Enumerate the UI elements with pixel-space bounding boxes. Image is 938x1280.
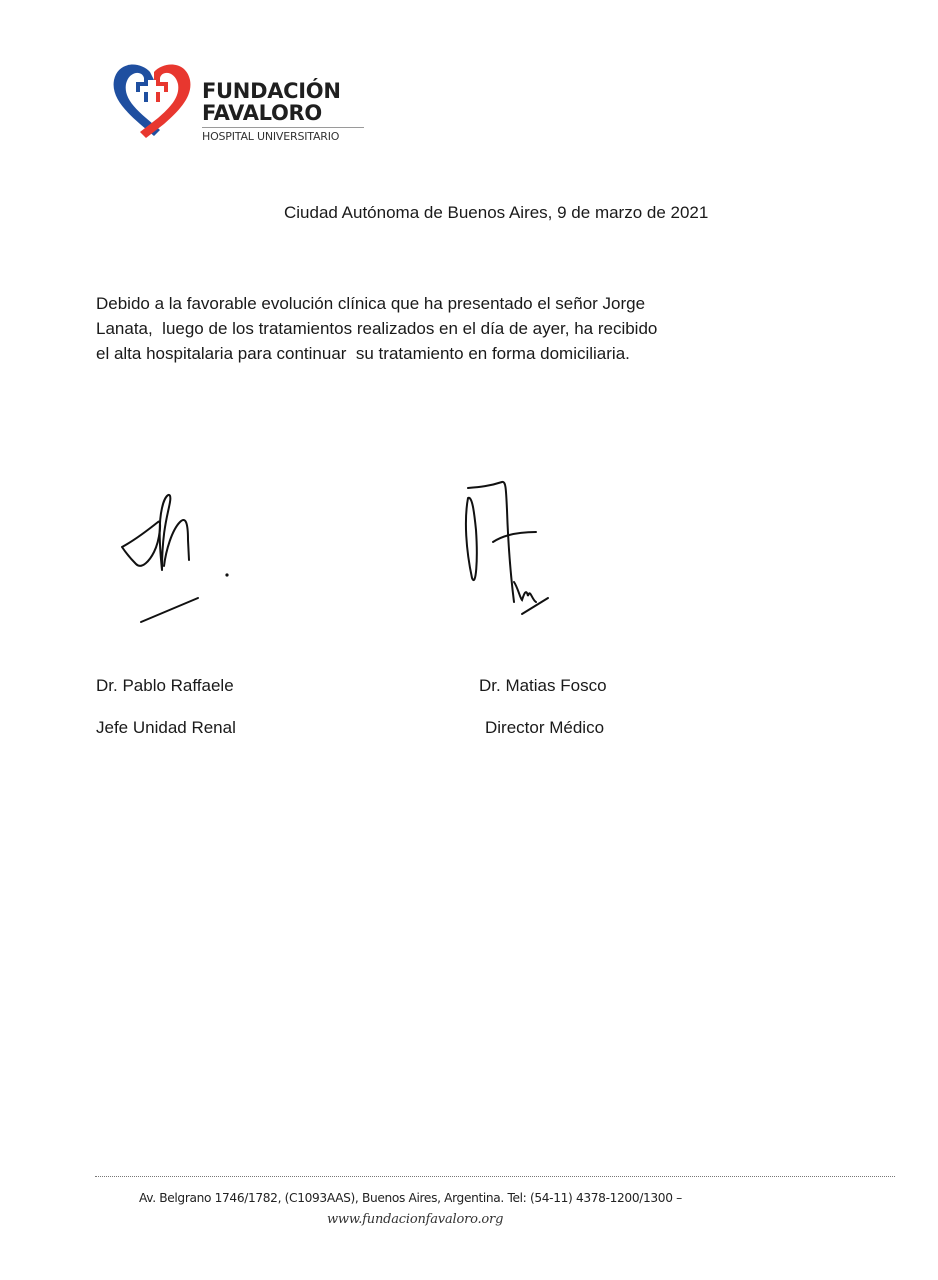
logo-line-favaloro: FAVALORO xyxy=(202,101,322,125)
logo-wordmark xyxy=(202,80,364,143)
institution-logo xyxy=(110,58,370,150)
letter-body xyxy=(96,291,736,366)
signatory-name: Dr. Pablo Raffaele xyxy=(96,676,234,695)
signature-fosco xyxy=(450,470,570,620)
body-line: el alta hospitalaria para continuar su tratamiento en forma domiciliaria. xyxy=(96,344,630,363)
signatory-title: Jefe Unidad Renal xyxy=(96,718,236,737)
logo-line-hospital: HOSPITAL UNIVERSITARIO xyxy=(202,130,340,143)
footer-address: Av. Belgrano 1746/1782, (C1093AAS), Buenos Aires, Argentina. Tel: (54-11) 4378-1200/1300 – xyxy=(139,1191,682,1205)
signatory-title: Director Médico xyxy=(485,718,605,737)
logo-divider xyxy=(202,127,364,128)
heart-cross-logo-icon xyxy=(110,58,194,142)
body-line: Lanata, luego de los tratamientos realizados en el día de ayer, ha recibido xyxy=(96,319,658,338)
footer-divider xyxy=(95,1176,895,1177)
place-and-date: Ciudad Autónoma de Buenos Aires, 9 de marzo de 2021 xyxy=(284,203,709,222)
signature-raffaele xyxy=(110,480,250,630)
footer-website: www.fundacionfavaloro.org xyxy=(327,1212,504,1227)
body-line: Debido a la favorable evolución clínica que ha presentado el señor Jorge xyxy=(96,294,646,313)
signatory-name: Dr. Matias Fosco xyxy=(479,676,607,695)
logo-line-fundacion: FUNDACIÓN xyxy=(202,79,341,103)
